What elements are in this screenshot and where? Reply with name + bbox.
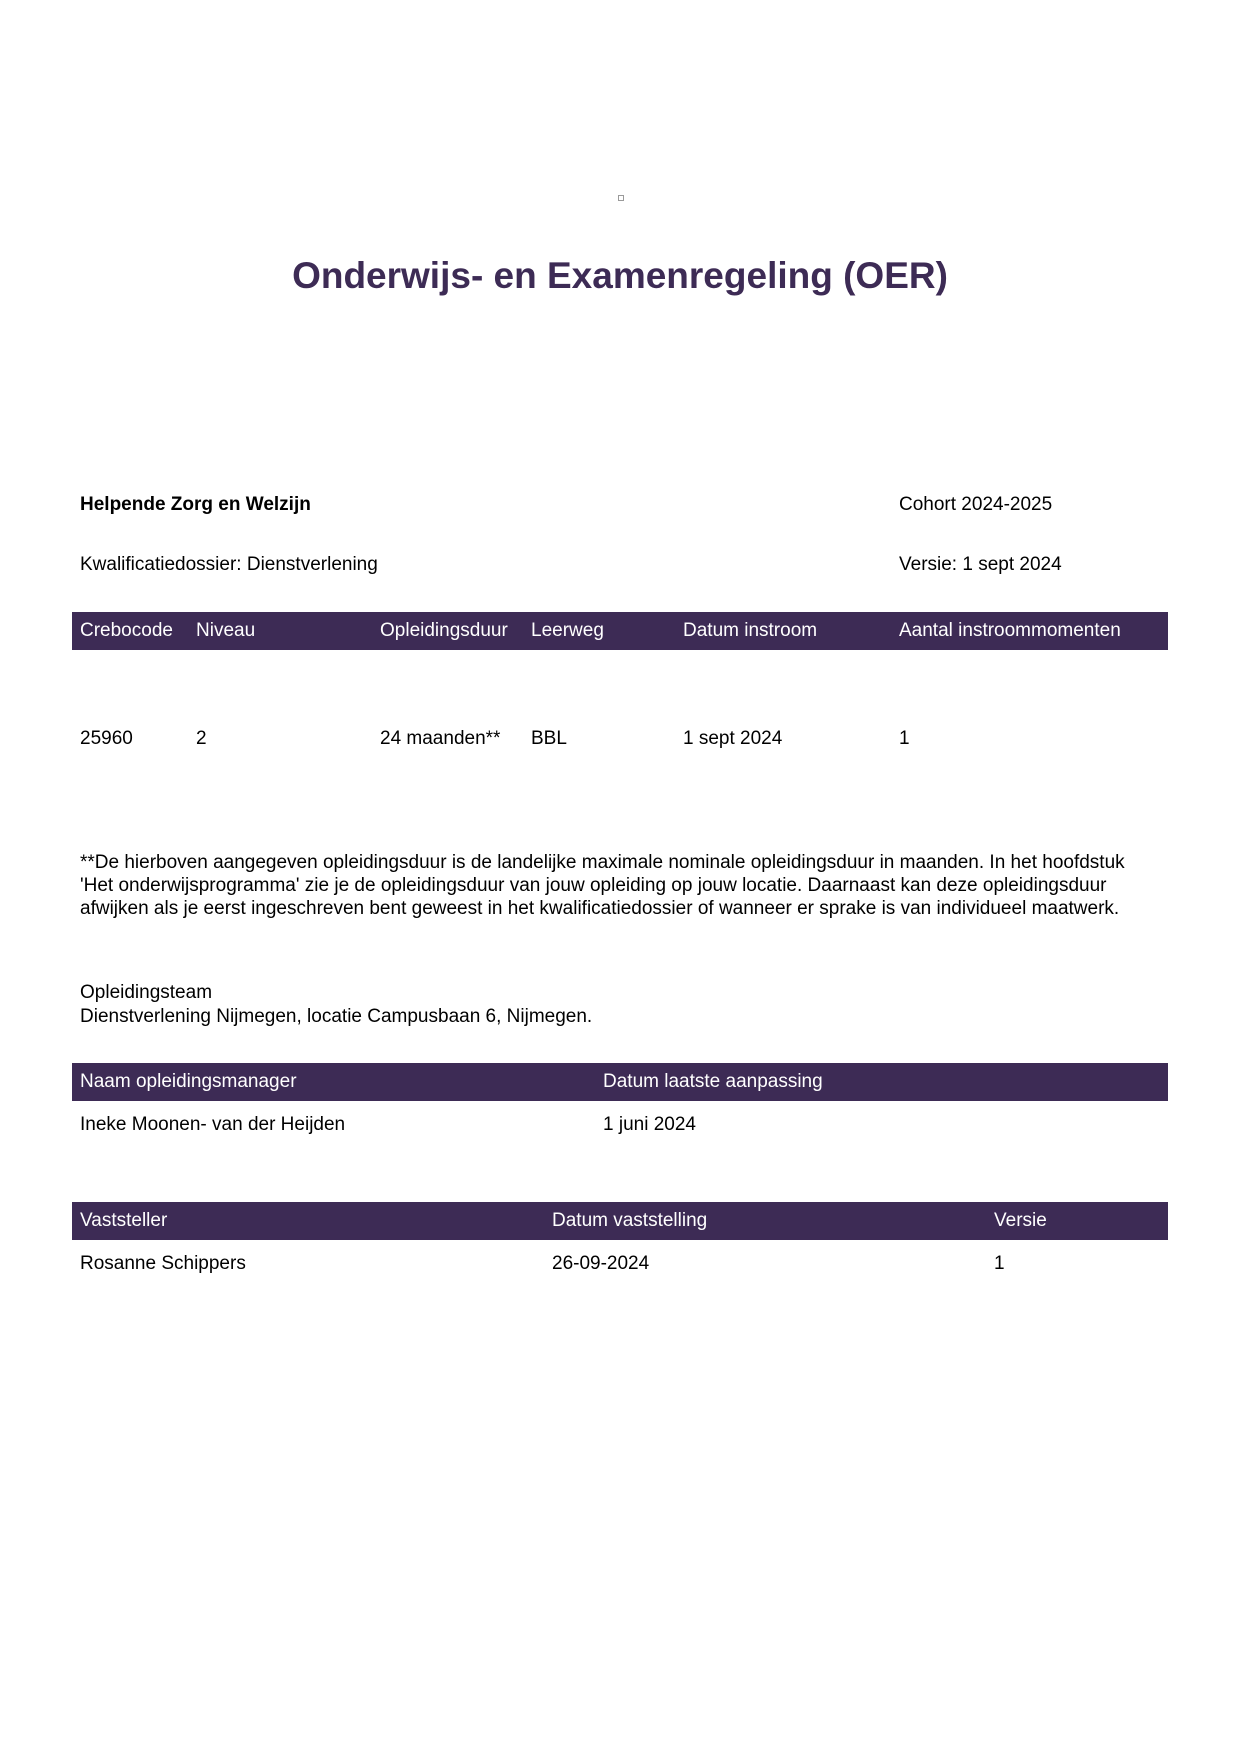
cell-versie: 1	[994, 1253, 1005, 1274]
cell-manager-name: Ineke Moonen- van der Heijden	[80, 1114, 346, 1135]
cell-niveau: 2	[196, 728, 207, 749]
cell-last-modified: 1 juni 2024	[603, 1114, 696, 1135]
team-block	[80, 981, 592, 1029]
manager-table-header	[72, 1063, 1168, 1101]
program-table-header	[72, 612, 1168, 650]
qualification-file: Kwalificatiedossier: Dienstverlening	[80, 554, 378, 575]
cell-datum-vaststelling: 26-09-2024	[552, 1253, 650, 1274]
header-laatste-aanpassing: Datum laatste aanpassing	[603, 1071, 823, 1092]
header-datum-instroom: Datum instroom	[683, 620, 818, 641]
cell-vaststeller: Rosanne Schippers	[80, 1253, 246, 1274]
cell-datum-instroom: 1 sept 2024	[683, 728, 783, 749]
program-name: Helpende Zorg en Welzijn	[80, 494, 311, 515]
header-versie: Versie	[994, 1210, 1047, 1231]
cohort-label: Cohort 2024-2025	[899, 494, 1053, 515]
logo-placeholder-icon	[618, 195, 624, 201]
footnote: **De hierboven aangegeven opleidingsduur is de landelijke maximale nominale opleidingsduur in maanden. In het hoofdstuk 'Het onderwijsprogramma' zie je de opleidingsduur van jouw opleiding op jouw locatie. Daarnaast kan deze opleidingsduur afwijken als je eerst ingeschreven bent geweest in het kwalificatiedossier of wanneer er sprake is van individueel maatwerk.	[80, 852, 1125, 919]
cell-leerweg: BBL	[531, 728, 567, 749]
team-location: Dienstverlening Nijmegen, locatie Campusbaan 6, Nijmegen.	[80, 1006, 593, 1027]
cell-crebocode: 25960	[80, 728, 133, 749]
cell-instroommomenten: 1	[899, 728, 910, 749]
approval-table-header	[72, 1202, 1168, 1240]
team-label: Opleidingsteam	[80, 982, 213, 1003]
version-label: Versie: 1 sept 2024	[899, 554, 1062, 575]
header-opleidingsduur: Opleidingsduur	[380, 620, 508, 641]
header-crebocode: Crebocode	[80, 620, 173, 641]
header-vaststeller: Vaststeller	[80, 1210, 168, 1231]
cell-opleidingsduur: 24 maanden**	[380, 728, 501, 749]
header-leerweg: Leerweg	[531, 620, 604, 641]
header-datum-vaststelling: Datum vaststelling	[552, 1210, 708, 1231]
header-instroommomenten: Aantal instroommomenten	[899, 620, 1121, 641]
header-niveau: Niveau	[196, 620, 256, 641]
header-opleidingsmanager: Naam opleidingsmanager	[80, 1071, 297, 1092]
page-title: Onderwijs- en Examenregeling (OER)	[292, 255, 948, 296]
